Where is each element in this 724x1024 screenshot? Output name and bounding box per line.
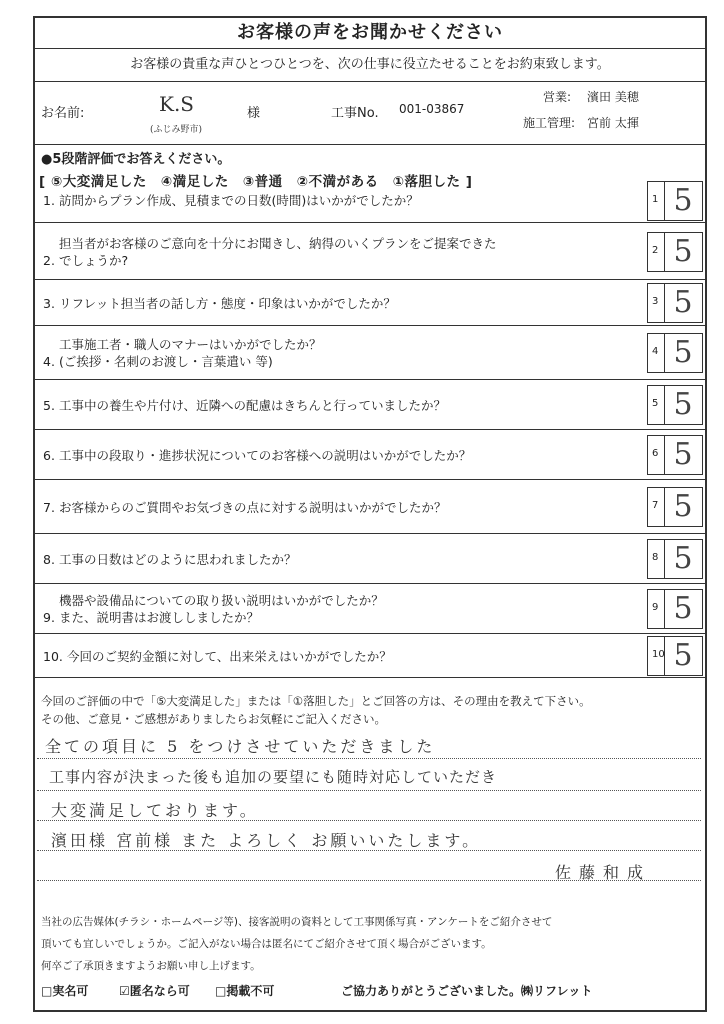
question-text [43, 192, 419, 209]
question-line: でしょうか? [59, 253, 129, 268]
question-number: 3. [43, 296, 55, 311]
question-row [35, 480, 705, 534]
comment-instruction-1: 今回のご評価の中で「⑤大変満足した」または「①落胆した」とご回答の方は、その理由を教えて下さい。 [41, 694, 591, 708]
option-real-name-checkbox[interactable]: □実名可 [41, 984, 89, 998]
handwritten-comment-1: 全ての項目に 5 をつけさせていただきました [45, 737, 436, 756]
score-box-number: 4 [652, 346, 659, 357]
question-text [43, 648, 392, 665]
question-number: 4. [43, 354, 55, 369]
score-box[interactable] [647, 435, 703, 475]
footer-line-3: 何卒ご了承頂きますようお願い申し上げます。 [41, 960, 261, 972]
question-line: 工事施工者・職人のマナーはいかがでしたか？ [59, 337, 322, 352]
customer-info-row [35, 82, 705, 145]
survey-sheet [33, 16, 707, 1012]
question-number: 10. [43, 649, 63, 664]
score-box-number: 5 [652, 398, 659, 409]
manager-name: 宮前 太揮 [587, 116, 639, 130]
score-box-number: 1 [652, 194, 659, 205]
score-box[interactable] [647, 636, 703, 676]
score-box[interactable] [647, 181, 703, 221]
score-box[interactable] [647, 385, 703, 425]
score-box[interactable] [647, 283, 703, 323]
question-line: 担当者がお客様のご意向を十分にお聞きし、納得のいくプランをご提案できた [59, 236, 497, 251]
job-no-value: 001-03867 [399, 102, 465, 116]
score-value: 5 [664, 284, 701, 322]
question-text [43, 336, 322, 370]
score-box-number: 8 [652, 552, 659, 563]
question-text [43, 499, 447, 516]
score-value: 5 [664, 540, 701, 578]
manager-label: 施工管理: [523, 116, 576, 130]
question-row [35, 430, 705, 480]
question-row [35, 280, 705, 326]
question-line: また、説明書はお渡ししましたか？ [59, 610, 260, 625]
footer-line-1: 当社の広告媒体(チラシ・ホームページ等)、接客説明の資料として工事関係写真・アンケートをご紹介させて [41, 916, 553, 928]
question-text [43, 551, 297, 568]
comment-line [37, 758, 701, 759]
question-line: 訪問からプラン作成、見積までの日数(時間)はいかがでしたか？ [59, 193, 419, 208]
question-row [35, 584, 705, 634]
question-line: 工事の日数はどのように思われましたか？ [59, 552, 297, 567]
question-number: 6. [43, 448, 55, 463]
question-number: 7. [43, 500, 55, 515]
question-number: 1. [43, 193, 55, 208]
sales-label: 営業: [543, 90, 572, 104]
handwritten-comment-4: 濱田様 宮前様 また よろしく お願いいたします。 [51, 831, 482, 850]
question-number: 2. [43, 253, 55, 268]
question-line: 工事中の養生や片付け、近隣への配慮はきちんと行っていましたか？ [59, 398, 447, 413]
score-value: 5 [664, 334, 701, 372]
question-text [43, 592, 384, 626]
question-text [43, 235, 497, 269]
question-line: (ご挨拶・名刺のお渡し・言葉遣い 等) [59, 354, 273, 369]
score-box[interactable] [647, 232, 703, 272]
score-value: 5 [664, 488, 701, 526]
question-row [35, 178, 705, 223]
question-line: お客様からのご質問やお気づきの点に対する説明はいかがでしたか？ [59, 500, 447, 515]
question-number: 9. [43, 610, 55, 625]
score-value: 5 [664, 590, 701, 628]
handwritten-comment-2: 工事内容が決まった後も追加の要望にも随時対応していただき [49, 768, 498, 786]
score-box-number: 9 [652, 602, 659, 613]
score-value: 5 [664, 233, 701, 271]
customer-name: K.S [159, 92, 194, 116]
question-text [43, 447, 471, 464]
question-row [35, 380, 705, 430]
option-no-publish-checkbox[interactable]: □掲載不可 [215, 984, 275, 998]
option-anonymous-checkbox[interactable]: ☑匿名なら可 [119, 984, 190, 998]
question-text [43, 397, 446, 414]
question-row [35, 326, 705, 380]
score-box-number: 2 [652, 245, 659, 256]
question-line: リフレット担当者の話し方・態度・印象はいかがでしたか？ [59, 296, 396, 311]
score-value: 5 [664, 436, 701, 474]
question-number: 8. [43, 552, 55, 567]
score-box[interactable] [647, 589, 703, 629]
job-no-label: 工事No. [331, 106, 379, 121]
evaluation-scale: [ ⑤大変満足した ④満足した ③普通 ②不満がある ①落胆した ] [39, 174, 473, 190]
question-line: 今回のご契約金額に対して、出来栄えはいかがでしたか？ [67, 649, 392, 664]
question-line: 機器や設備品についての取り扱い説明はいかがでしたか？ [59, 593, 384, 608]
honorific: 様 [247, 106, 261, 121]
question-text [43, 295, 396, 312]
name-label: お名前: [41, 106, 85, 121]
comment-line [37, 790, 701, 791]
score-value: 5 [664, 182, 701, 220]
page-title: お客様の声をお聞かせください [35, 18, 705, 49]
question-number: 5. [43, 398, 55, 413]
customer-city: (ふじみ野市) [150, 125, 203, 135]
question-row [35, 223, 705, 280]
sales-name: 濱田 美穂 [587, 90, 639, 104]
thanks-message: ご協力ありがとうございました。㈱リフレット [341, 984, 593, 998]
score-box[interactable] [647, 487, 703, 527]
page-subtitle: お客様の貴重な声ひとつひとつを、次の仕事に役立たせることをお約束致します。 [35, 49, 705, 82]
score-value: 5 [664, 637, 701, 675]
question-row [35, 534, 705, 584]
score-box-number: 6 [652, 448, 659, 459]
score-box[interactable] [647, 539, 703, 579]
comment-instruction-2: その他、ご意見・ご感想がありましたらお気軽にご記入ください。 [41, 712, 386, 726]
footer-line-2: 頂いても宜しいでしょうか。ご記入がない場合は匿名にてご紹介させて頂く場合がございます。 [41, 938, 492, 950]
score-box-number: 7 [652, 500, 659, 511]
question-row [35, 634, 705, 678]
score-box[interactable] [647, 333, 703, 373]
score-box-number: 10 [652, 649, 665, 660]
score-value: 5 [664, 386, 701, 424]
signature: 佐藤和成 [555, 863, 652, 882]
question-line: 工事中の段取り・進捗状況についてのお客様への説明はいかがでしたか？ [59, 448, 472, 463]
evaluation-heading: ●5段階評価でお答えください。 [41, 152, 231, 167]
score-box-number: 3 [652, 296, 659, 307]
handwritten-comment-3: 大変満足しております。 [51, 801, 259, 820]
